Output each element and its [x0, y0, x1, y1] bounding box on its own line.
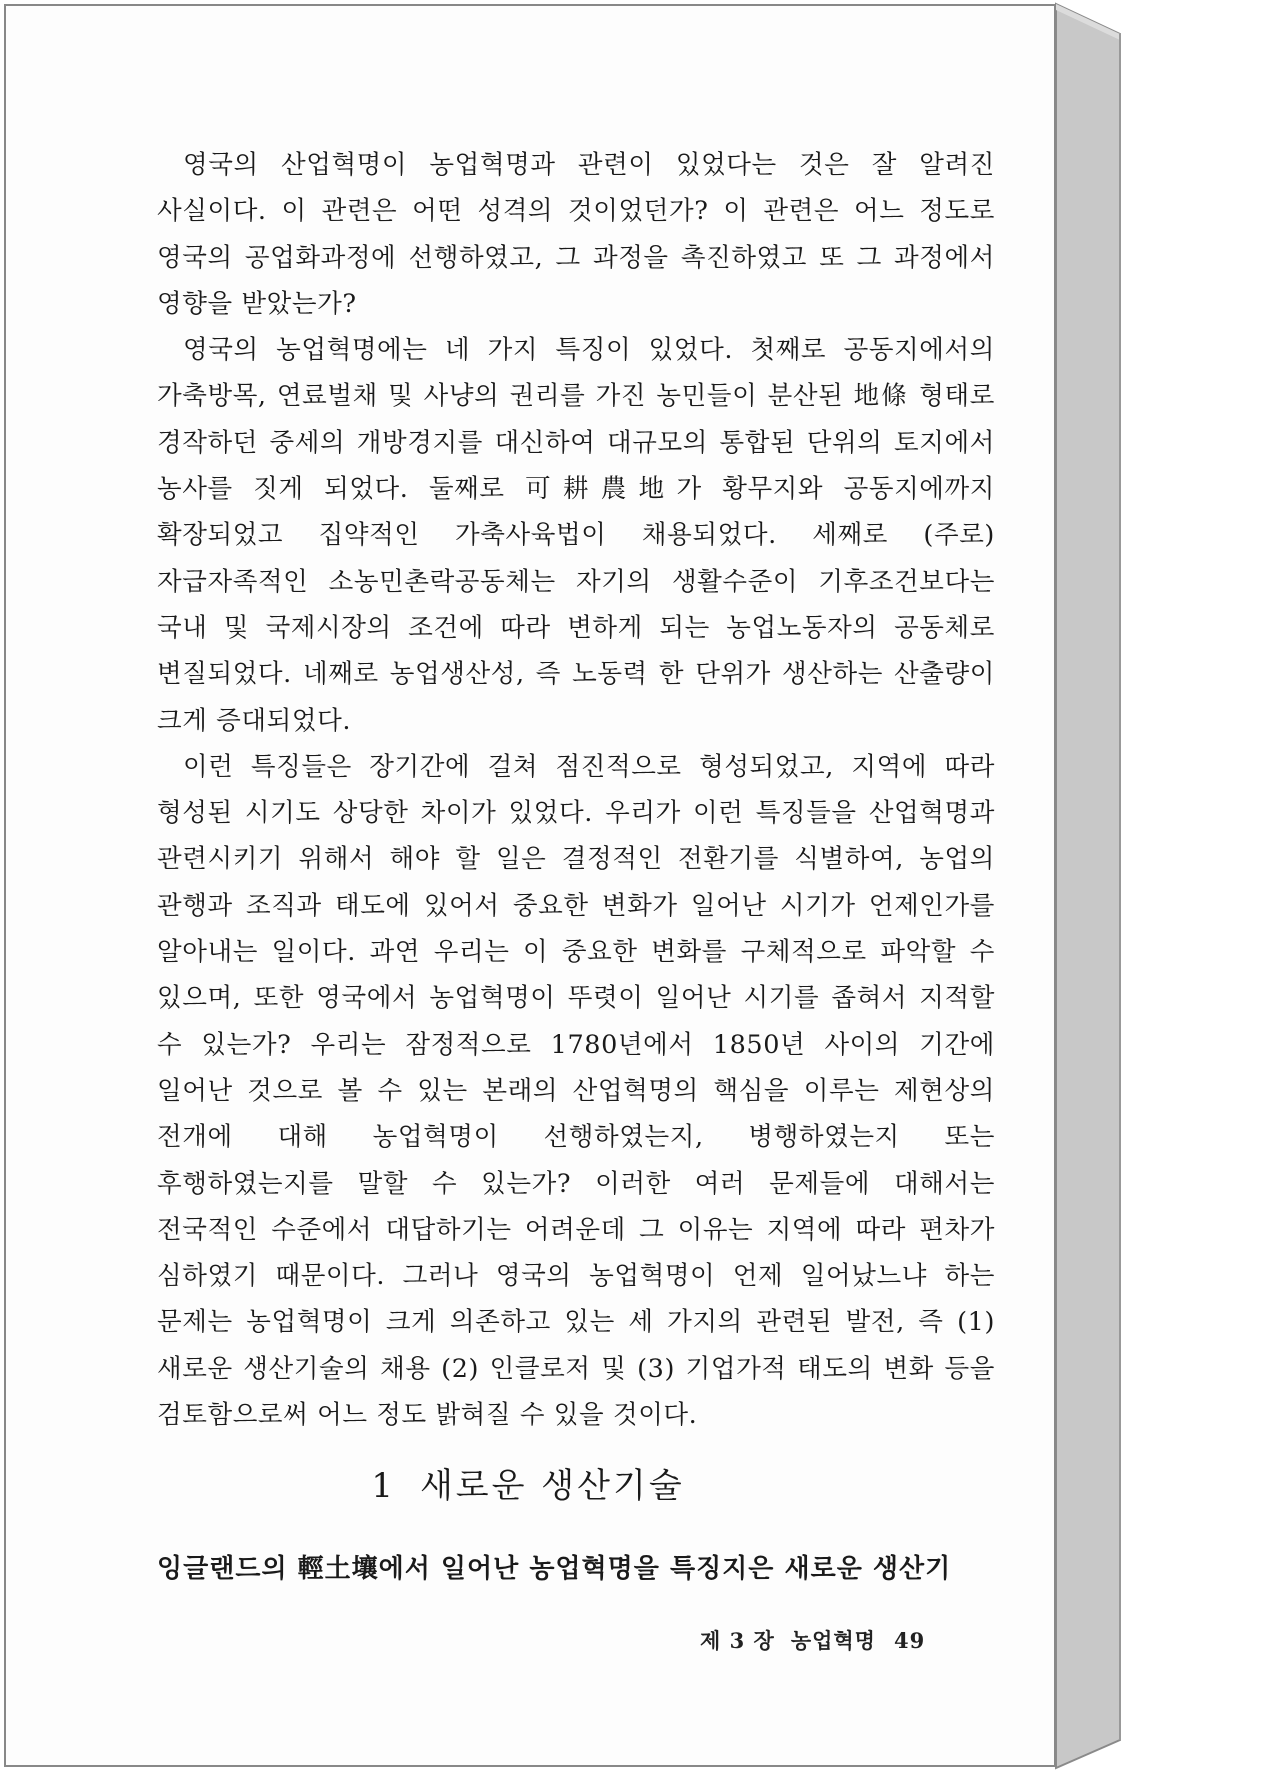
- section-number: 1: [371, 1466, 396, 1506]
- running-footer: [700, 1625, 925, 1655]
- section-title: 새로운 생산기술: [419, 1466, 685, 1506]
- footer-chapter-title: 농업혁명: [790, 1628, 876, 1653]
- footer-chapter: 제 3 장: [700, 1628, 775, 1653]
- paragraph-3: 이런 특징들은 장기간에 걸쳐 점진적으로 형성되었고, 지역에 따라 형성된 시기도 상당한 차이가 있었다. 우리가 이런 특징들을 산업혁명과 관련시키기 위해서 해야 할 일은 결정적인 전환기를 식별하여, 농업의 관행과 조직과 태도에 있어서 중요한 변화가 일어난 시기가 언제인가를 알아내는 일이다. 과연 우리는 이 중요한 변화를 구체적으로 파악할 수 있으며, 또한 영국에서 농업혁명이 뚜렷이 일어난 시기를 좁혀서 지적할 수 있는가? 우리는 잠정적으로 1780년에서 1850년 사이의 기간에 일어난 것으로 볼 수 있는 본래의 산업혁명의 핵심을 이루는 제현상의 전개에 대해 농업혁명이 선행하였는지, 병행하였는지 또는 후행하였는지를 말할 수 있는가? 이러한 여러 문제들에 대해서는 전국적인 수준에서 대답하기는 어려운데 그 이유는 지역에 따라 편차가 심하였기 때문이다. 그러나 영국의 농업혁명이 언제 일어났느냐 하는 문제는 농업혁명이 크게 의존하고 있는 세 가지의 관련된 발전, 즉 (1) 새로운 생산기술의 채용 (2) 인클로저 및 (3) 기업가적 태도의 변화 등을 검토함으로써 어느 정도 밝혀질 수 있을 것이다.: [157, 751, 995, 1431]
- section-heading: [0, 1458, 1056, 1507]
- paragraph-1: 영국의 산업혁명이 농업혁명과 관련이 있었다는 것은 잘 알려진 사실이다. 이 관련은 어떤 성격의 것이었던가? 이 관련은 어느 정도로 영국의 공업화과정에 선행하였고, 그 과정을 촉진하였고 또 그 과정에서 영향을 받았는가?: [157, 150, 995, 319]
- section-first-line: 잉글랜드의 輕土壤에서 일어난 농업혁명을 특징지은 새로운 생산기: [157, 1554, 952, 1584]
- page-number: 49: [893, 1628, 926, 1653]
- paragraph-2: 영국의 농업혁명에는 네 가지 특징이 있었다. 첫째로 공동지에서의 가축방목, 연료벌채 및 사냥의 권리를 가진 농민들이 분산된 地條 형태로 경작하던 중세의 개방경지를 대신하여 대규모의 통합된 단위의 토지에서 농사를 짓게 되었다. 둘째로 可耕農地가 황무지와 공동지에까지 확장되었고 집약적인 가축사육법이 채용되었다. 세째로 (주로) 자급자족적인 소농민촌락공동체는 자기의 생활수준이 기후조건보다는 국내 및 국제시장의 조건에 따라 변하게 되는 농업노동자의 공동체로 변질되었다. 네째로 농업생산성, 즉 노동력 한 단위가 생산하는 산출량이 크게 증대되었다.: [157, 335, 995, 736]
- page-body: [157, 142, 995, 1438]
